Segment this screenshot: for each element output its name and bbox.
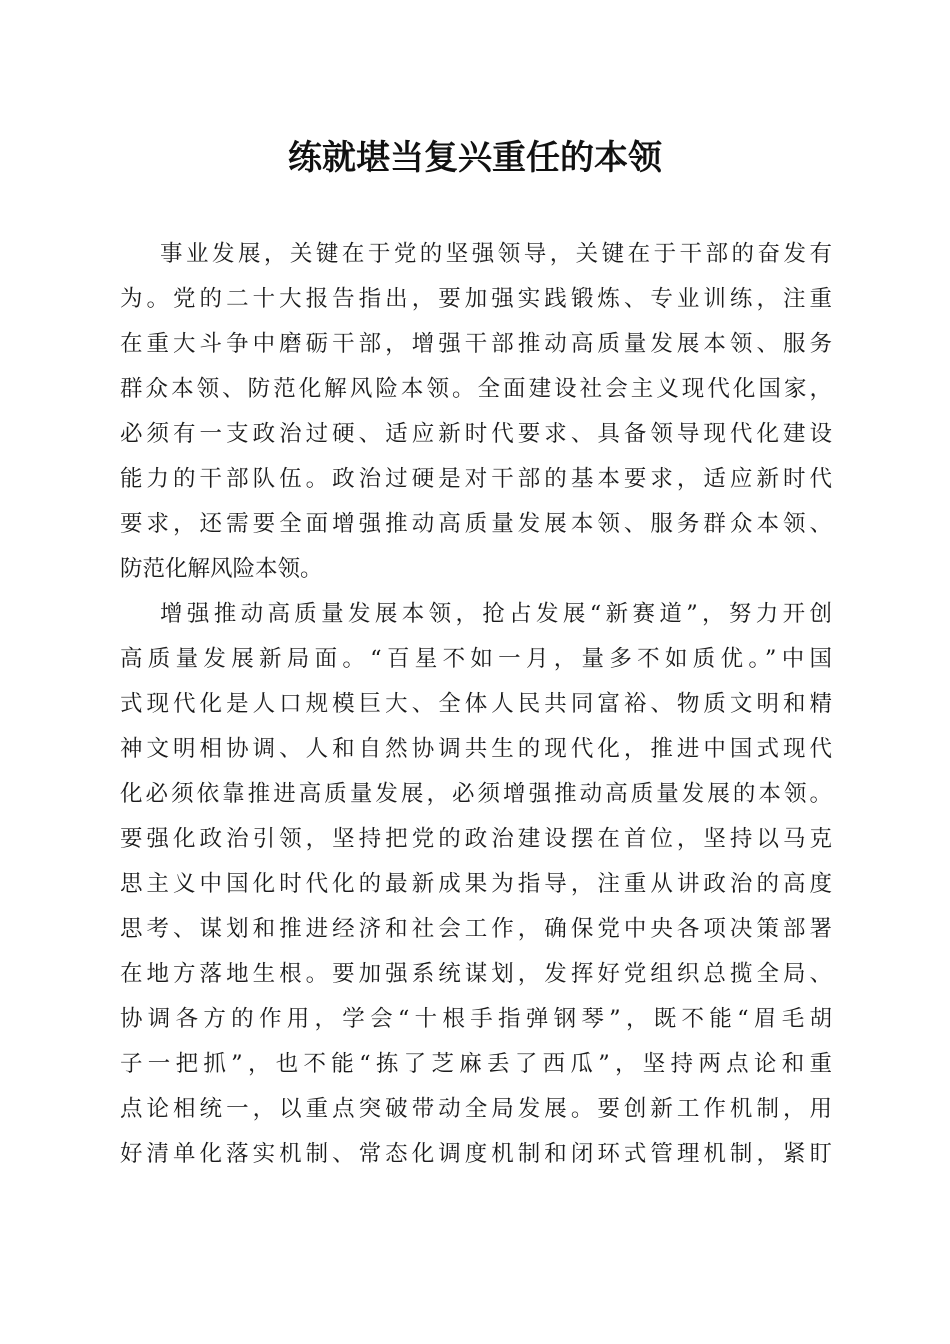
paragraph-1-line-3: 在重大斗争中磨砺干部，增强干部推动高质量发展本领、服务 bbox=[120, 331, 832, 357]
paragraph-2-line-3: 式现代化是人口规模巨大、全体人民共同富裕、物质文明和精 bbox=[120, 691, 832, 717]
paragraph-2-line-8: 思考、谋划和推进经济和社会工作，确保党中央各项决策部署 bbox=[120, 916, 832, 942]
paragraph-2-line-7: 思主义中国化时代化的最新成果为指导，注重从讲政治的高度 bbox=[120, 871, 832, 897]
paragraph-2-line-11: 子一把抓”，也不能“拣了芝麻丢了西瓜”，坚持两点论和重 bbox=[120, 1051, 832, 1077]
paragraph-2-line-13: 好清单化落实机制、常态化调度机制和闭环式管理机制，紧盯 bbox=[120, 1141, 832, 1167]
paragraph-2-line-1: 增强推动高质量发展本领，抢占发展“新赛道”，努力开创 bbox=[160, 601, 832, 627]
document-title: 练就堪当复兴重任的本领 bbox=[288, 138, 662, 178]
paragraph-1-line-8: 防范化解风险本领。 bbox=[120, 556, 323, 582]
paragraph-2-line-10: 协调各方的作用，学会“十根手指弹钢琴”，既不能“眉毛胡 bbox=[120, 1006, 832, 1032]
paragraph-2-line-5: 化必须依靠推进高质量发展，必须增强推动高质量发展的本领。 bbox=[120, 781, 832, 807]
paragraph-1-line-2: 为。党的二十大报告指出，要加强实践锻炼、专业训练，注重 bbox=[120, 286, 832, 312]
paragraph-1-line-4: 群众本领、防范化解风险本领。全面建设社会主义现代化国家， bbox=[120, 376, 832, 402]
paragraph-2-line-9: 在地方落地生根。要加强系统谋划，发挥好党组织总揽全局、 bbox=[120, 961, 832, 987]
paragraph-2-line-4: 神文明相协调、人和自然协调共生的现代化，推进中国式现代 bbox=[120, 736, 832, 762]
paragraph-1-line-1: 事业发展，关键在于党的坚强领导，关键在于干部的奋发有 bbox=[160, 241, 832, 267]
paragraph-1-line-5: 必须有一支政治过硬、适应新时代要求、具备领导现代化建设 bbox=[120, 421, 832, 447]
document-body bbox=[120, 232, 832, 1177]
paragraph-2-line-2: 高质量发展新局面。“百星不如一月，量多不如质优。”中国 bbox=[120, 646, 832, 672]
paragraph-1-line-7: 要求，还需要全面增强推动高质量发展本领、服务群众本领、 bbox=[120, 511, 832, 537]
paragraph-2-line-6: 要强化政治引领，坚持把党的政治建设摆在首位，坚持以马克 bbox=[120, 826, 832, 852]
paragraph-1-line-6: 能力的干部队伍。政治过硬是对干部的基本要求，适应新时代 bbox=[120, 466, 832, 492]
paragraph-2-line-12: 点论相统一，以重点突破带动全局发展。要创新工作机制，用 bbox=[120, 1096, 832, 1122]
